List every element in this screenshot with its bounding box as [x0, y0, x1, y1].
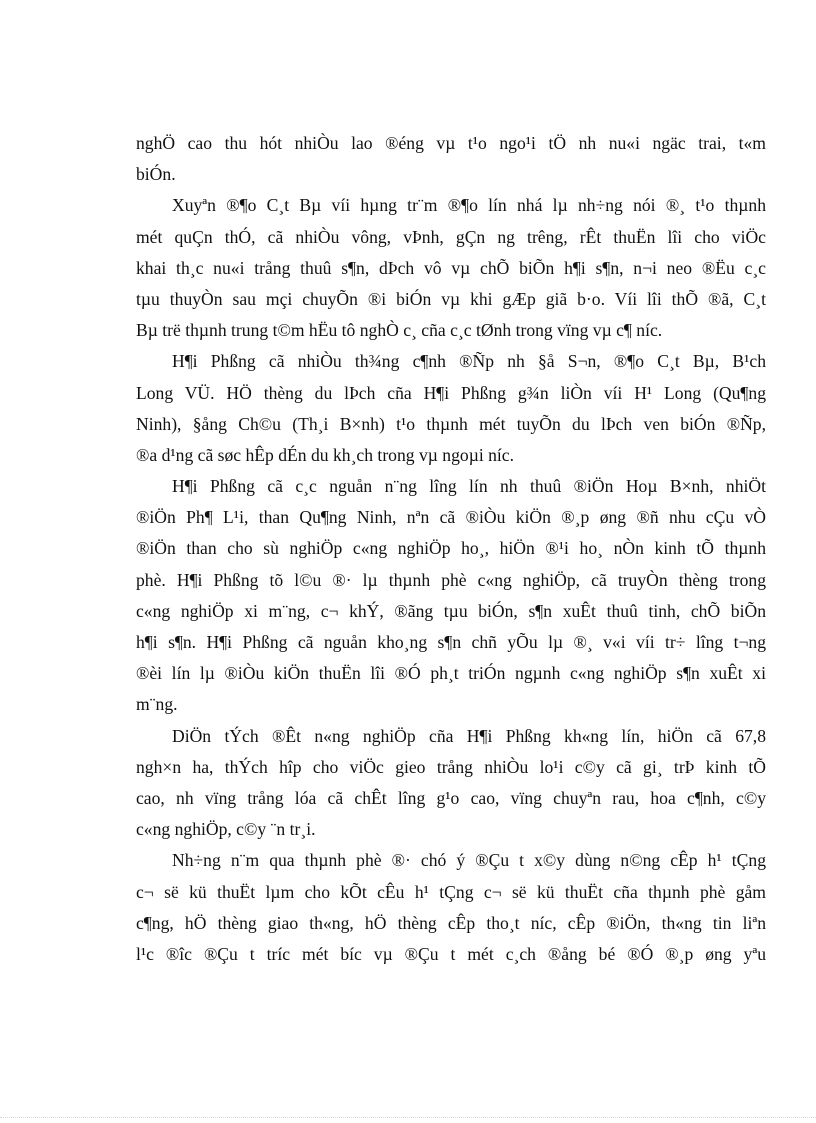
text-line: khai th¸c nu«i trång thuû s¶n, dÞch vô vµ chÕ biÕn h¶i s¶n, n¬i neo ®Ëu c¸c — [136, 257, 766, 278]
page-bottom-border — [0, 1117, 816, 1118]
text-line: cao, nh vïng trång lóa cã chÊt lîng g¹o cao, vïng chuyªn rau, hoa c¶nh, c©y — [136, 787, 766, 808]
text-line: mét quÇn thÓ, cã nhiÒu vông, vÞnh, gÇn ng trêng, rÊt thuËn lîi cho viÖc — [136, 226, 766, 247]
text-line: ngh×n ha, thÝch hîp cho viÖc gieo trång nhiÒu lo¹i c©y cã gi¸ trÞ kinh tÕ — [136, 756, 766, 777]
paragraph-first-line: H¶i Phßng cã c¸c nguån n¨ng lîng lín nh thuû ®iÖn Hoµ B×nh, nhiÖt — [172, 476, 766, 497]
text-line: biÓn. — [136, 164, 176, 185]
text-line: c¶ng, hÖ thèng giao th«ng, hÖ thèng cÊp tho¸t níc, cÊp ®iÖn, th«ng tin liªn — [136, 912, 766, 933]
paragraph-first-line: DiÖn tÝch ®Êt n«ng nghiÖp cña H¶i Phßng kh«ng lín, hiÖn cã 67,8 — [172, 725, 766, 746]
body-text — [136, 128, 766, 970]
text-line: Ninh), §ång Ch©u (Th¸i B×nh) t¹o thµnh mét tuyÕn du lÞch ven biÓn ®Ñp, — [136, 413, 766, 434]
text-line: h¶i s¶n. H¶i Phßng cã nguån kho¸ng s¶n chñ yÕu lµ ®¸ v«i víi tr÷ lîng t¬ng — [136, 632, 766, 652]
text-line: nghÖ cao thu hót nhiÒu lao ®éng vµ t¹o ngo¹i tÖ nh nu«i ngäc trai, t«m — [136, 133, 766, 153]
text-line: tµu thuyÒn sau mçi chuyÕn ®i biÓn vµ khi gÆp giã b·o. Víi lîi thÕ ®ã, C¸t — [136, 288, 766, 309]
text-line: c«ng nghiÖp, c©y ¨n tr¸i. — [136, 819, 316, 840]
text-line: c¬ së kü thuËt lµm cho kÕt cÊu h¹ tÇng c¬ së kü thuËt cña thµnh phè gåm — [136, 881, 766, 902]
text-line: l¹c ®îc ®Çu t tríc mét bíc vµ ®Çu t mét c¸ch ®ång bé ®Ó ®¸p øng yªu — [136, 943, 766, 964]
paragraph-first-line: Xuyªn ®¶o C¸t Bµ víi hµng tr¨m ®¶o lín nhá lµ nh÷ng nói ®¸ t¹o thµnh — [172, 195, 766, 216]
text-line: c«ng nghiÖp xi m¨ng, c¬ khÝ, ®ãng tµu biÓn, s¶n xuÊt thuû tinh, chÕ biÕn — [136, 600, 766, 621]
text-line: Bµ trë thµnh trung t©m hËu tô nghÒ c¸ cña c¸c tØnh trong vïng vµ c¶ níc. — [136, 320, 663, 341]
text-line: ®iÖn than cho sù nghiÖp c«ng nghiÖp ho¸, hiÖn ®¹i ho¸ nÒn kinh tÕ thµnh — [136, 538, 766, 559]
text-line: ®iÖn Ph¶ L¹i, than Qu¶ng Ninh, nªn cã ®iÒu kiÖn ®¸p øng ®ñ nhu cÇu vÒ — [136, 507, 766, 528]
text-line: ®èi lín lµ ®iÒu kiÖn thuËn lîi ®Ó ph¸t triÓn ngµnh c«ng nghiÖp s¶n xuÊt xi — [136, 663, 766, 684]
text-line: m¨ng. — [136, 694, 178, 715]
text-line: phè. H¶i Phßng tõ l©u ®· lµ thµnh phè c«ng nghiÖp, cã truyÒn thèng trong — [136, 569, 766, 590]
text-line: ®a d¹ng cã søc hÊp dÉn du kh¸ch trong vµ ngoµi níc. — [136, 444, 515, 465]
paragraph-first-line: H¶i Phßng cã nhiÒu th¾ng c¶nh ®Ñp nh §å S¬n, ®¶o C¸t Bµ, B¹ch — [172, 351, 766, 372]
text-line: Long VÜ. HÖ thèng du lÞch cña H¶i Phßng g¾n liÒn víi H¹ Long (Qu¶ng — [136, 382, 766, 403]
paragraph-first-line: Nh÷ng n¨m qua thµnh phè ®· chó ý ®Çu t x©y dùng n©ng cÊp h¹ tÇng — [172, 850, 766, 871]
